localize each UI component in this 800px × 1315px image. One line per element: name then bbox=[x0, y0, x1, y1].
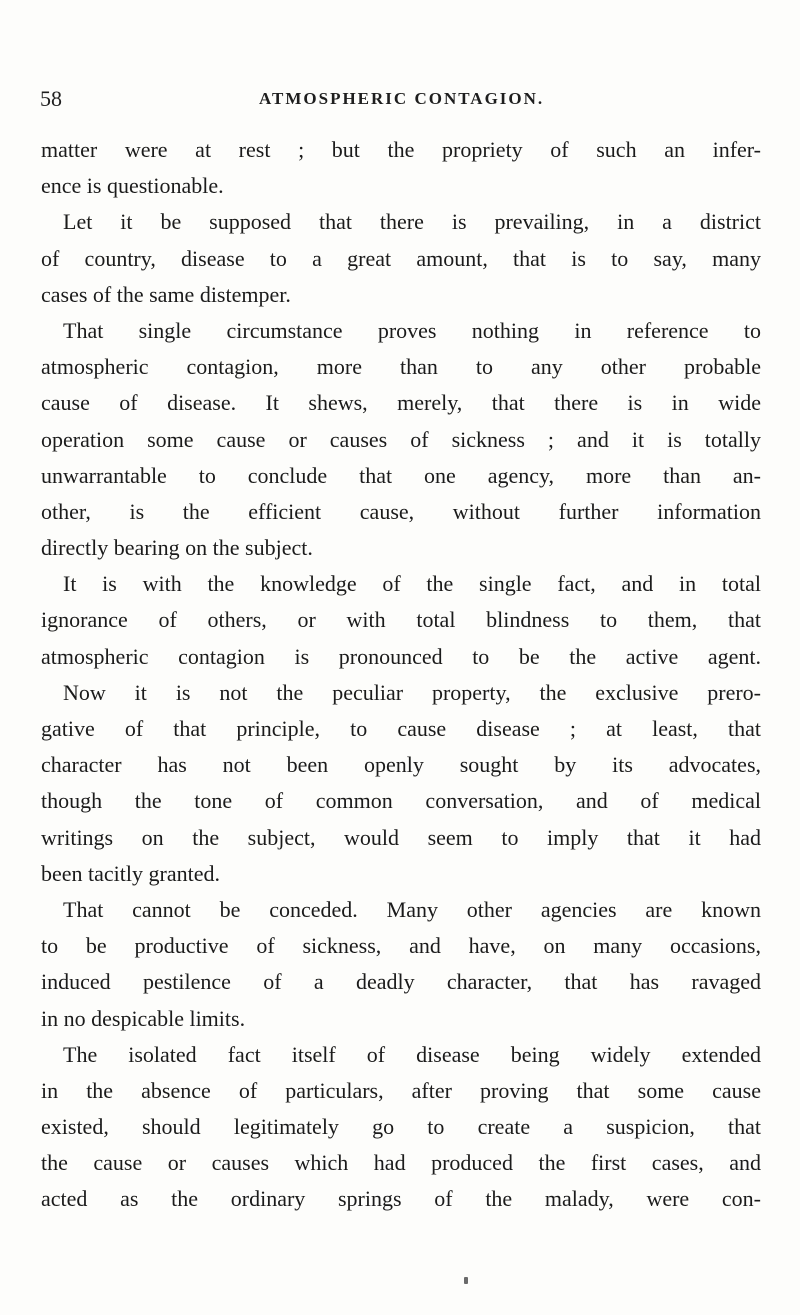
text-line: in the absence of particulars, after proving that some cause bbox=[41, 1077, 761, 1103]
text-line: That cannot be conceded. Many other agencies are known bbox=[63, 896, 761, 922]
text-line: ignorance of others, or with total blindness to them, that bbox=[41, 607, 761, 633]
page-header bbox=[40, 86, 760, 116]
text-line: acted as the ordinary springs of the malady, were con- bbox=[41, 1186, 761, 1212]
print-mark bbox=[464, 1277, 468, 1284]
text-line: been tacitly granted. bbox=[41, 860, 220, 886]
text-line: gative of that principle, to cause disease ; at least, that bbox=[41, 716, 761, 741]
text-line: induced pestilence of a deadly character, that has ravaged bbox=[41, 969, 761, 995]
text-line: Now it is not the peculiar property, the exclusive prero- bbox=[63, 679, 761, 705]
text-line: other, is the efficient cause, without further information bbox=[41, 498, 761, 524]
page-number: 58 bbox=[40, 86, 62, 111]
body-text bbox=[41, 132, 761, 1218]
text-line: existed, should legitimately go to create a suspicion, that bbox=[41, 1114, 761, 1140]
text-line: in no despicable limits. bbox=[41, 1005, 246, 1031]
text-line: though the tone of common conversation, and of medical bbox=[41, 788, 761, 814]
text-line: It is with the knowledge of the single fact, and in total bbox=[63, 571, 761, 597]
running-title: ATMOSPHERIC CONTAGION. bbox=[259, 89, 545, 108]
text-line: The isolated fact itself of disease being widely extended bbox=[63, 1041, 761, 1067]
text-line: character has not been openly sought by its advocates, bbox=[41, 752, 761, 778]
text-line: writings on the subject, would seem to imply that it had bbox=[41, 824, 761, 850]
text-line: directly bearing on the subject. bbox=[41, 535, 313, 561]
text-line: the cause or causes which had produced the first cases, and bbox=[41, 1150, 761, 1176]
text-line: That single circumstance proves nothing in reference to bbox=[63, 317, 761, 343]
text-line: operation some cause or causes of sickness ; and it is totally bbox=[41, 426, 761, 452]
text-line: of country, disease to a great amount, that is to say, many bbox=[41, 245, 761, 271]
text-line: cases of the same distemper. bbox=[41, 281, 291, 307]
text-line: atmospheric contagion, more than to any other probable bbox=[41, 354, 761, 380]
text-line: Let it be supposed that there is prevailing, in a district bbox=[63, 209, 761, 235]
text-line: atmospheric contagion is pronounced to be the active agent. bbox=[41, 643, 761, 669]
text-line: ence is questionable. bbox=[41, 173, 224, 199]
text-line: unwarrantable to conclude that one agency, more than an- bbox=[41, 462, 761, 488]
text-line: cause of disease. It shews, merely, that there is in wide bbox=[41, 390, 761, 416]
text-line: matter were at rest ; but the propriety of such an infer- bbox=[41, 137, 761, 162]
text-line: to be productive of sickness, and have, on many occasions, bbox=[41, 933, 761, 959]
